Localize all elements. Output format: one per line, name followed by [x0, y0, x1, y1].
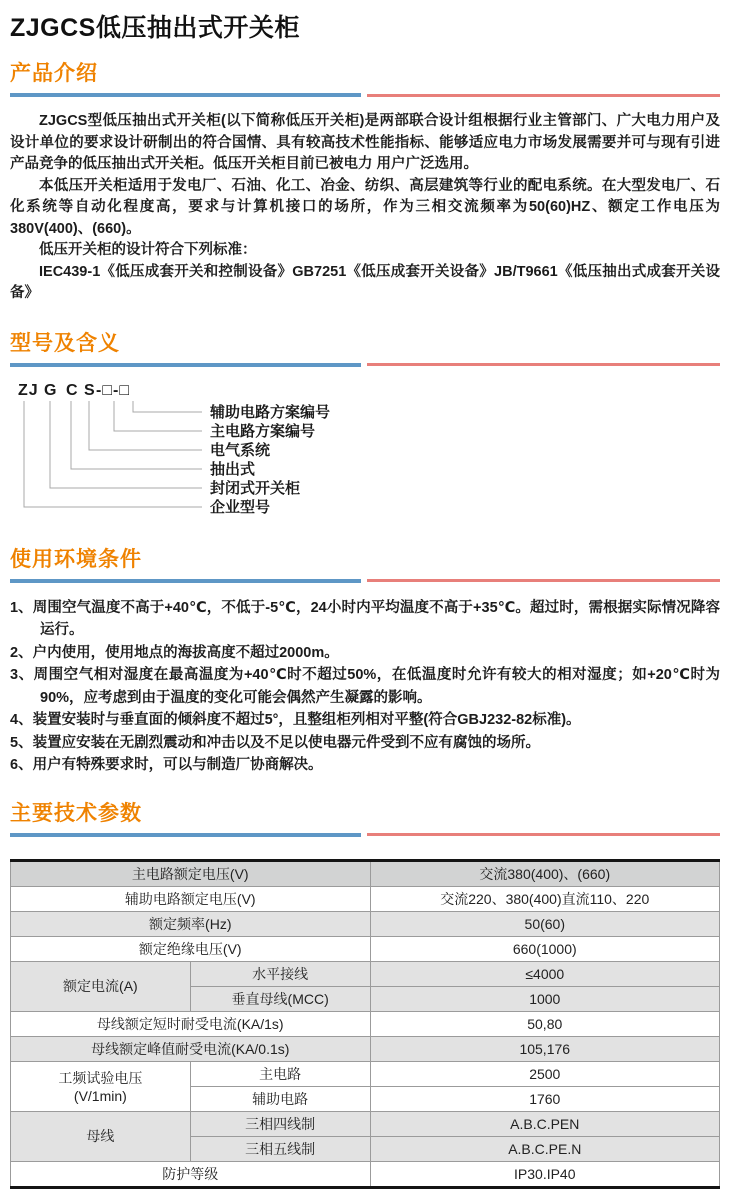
section-model-meaning [10, 331, 720, 521]
intro-paragraph: 本低压开关柜适用于发电厂、石油、化工、冶金、纺织、高层建筑等行业的配电系统。在大型发电厂、石化系统等自动化程度高，要求与计算机接口的场所，作为三相交流频率为50(60)HZ、额定工作电压为380V(400)、(660)。 [10, 177, 720, 237]
section-product-intro [10, 61, 720, 305]
param-label: 母线额定峰值耐受电流(KA/0.1s) [11, 1036, 371, 1061]
environment-item: 2、户内使用，使用地点的海拔高度不超过2000m。 [10, 644, 339, 661]
param-label: 母线额定短时耐受电流(KA/1s) [11, 1011, 371, 1036]
intro-paragraph: ZJGCS型低压抽出式开关柜(以下简称低压开关柜)是两部联合设计组根据行业主管部门、广大电力用户及设计单位的要求设计研制出的符合国情、具有较高技术性能指标、能够适应电力市场发展需要并可与现有引进产品竞争的低压抽出式开关柜。低压开关柜目前已被电力 用户广泛选用。 [10, 113, 720, 172]
diagram-connector [24, 401, 202, 507]
model-code-s: S [84, 381, 96, 399]
param-sub-label: 垂直母线(MCC) [190, 986, 370, 1011]
param-value: A.B.C.PE.N [370, 1136, 719, 1161]
divider-red-bar [367, 94, 720, 97]
model-code-c: C [66, 381, 79, 399]
param-label: 额定绝缘电压(V) [11, 936, 371, 961]
section-heading-environment: 使用环境条件 [10, 547, 142, 571]
environment-item: 6、用户有特殊要求时，可以与制造厂协商解决。 [10, 757, 323, 773]
divider-red-bar [367, 363, 720, 366]
param-label: 主电路额定电压(V) [11, 860, 371, 886]
param-label: 防护等级 [11, 1161, 371, 1187]
intro-paragraph: IEC439-1《低压成套开关和控制设备》GB7251《低压成套开关设备》JB/T9661《低压抽出式成套开关设备》 [10, 263, 720, 301]
param-label: 母线 [11, 1111, 191, 1161]
param-sub-label: 三相五线制 [190, 1136, 370, 1161]
table-row [11, 936, 720, 961]
diagram-label: 企业型号 [210, 498, 271, 516]
model-code-diagram [10, 379, 720, 521]
environment-item: 3、周围空气相对湿度在最高温度为+40℃时不超过50%，在低温度时允许有较大的相对湿度；如+20℃时为90%，应考虑到由于温度的变化可能会偶然产生凝露的影响。 [10, 667, 720, 706]
param-value: 660(1000) [370, 936, 719, 961]
param-value: 50,80 [370, 1011, 719, 1036]
param-sub-label: 主电路 [190, 1061, 370, 1086]
intro-paragraphs [10, 111, 720, 305]
param-label-line1: 工频试验电压 [58, 1070, 143, 1086]
diagram-connector [133, 401, 202, 412]
param-sub-label: 水平接线 [190, 961, 370, 986]
param-value: 交流220、380(400)直流110、220 [370, 886, 719, 911]
divider-blue-bar [10, 363, 361, 367]
divider-red-bar [367, 579, 720, 582]
table-row [11, 961, 720, 986]
table-row [11, 1011, 720, 1036]
table-row [11, 860, 720, 886]
divider-blue-bar [10, 833, 361, 837]
param-label [11, 1061, 191, 1111]
table-row [11, 1111, 720, 1136]
diagram-connector [50, 401, 202, 488]
param-value: 1760 [370, 1086, 719, 1111]
table-row [11, 911, 720, 936]
param-value: A.B.C.PEN [370, 1111, 719, 1136]
param-value: ≤4000 [370, 961, 719, 986]
diagram-connector [89, 401, 202, 450]
table-row [11, 1161, 720, 1187]
table-row [11, 1061, 720, 1086]
model-code-g: G [44, 381, 58, 399]
param-sub-label: 辅助电路 [190, 1086, 370, 1111]
tech-params-table [10, 859, 720, 1189]
divider-blue-bar [10, 579, 361, 583]
param-value: 50(60) [370, 911, 719, 936]
param-value: 2500 [370, 1061, 719, 1086]
section-divider [10, 833, 720, 837]
intro-paragraph: 低压开关柜的设计符合下列标准： [39, 242, 257, 258]
param-label-line2: (V/1min) [73, 1088, 127, 1104]
model-code-suffix: -□-□ [96, 381, 130, 399]
diagram-connector [71, 401, 202, 469]
section-divider [10, 579, 720, 583]
param-label: 辅助电路额定电压(V) [11, 886, 371, 911]
environment-item: 1、周围空气温度不高于+40℃，不低于-5℃，24小时内平均温度不高于+35℃。超过时，需根据实际情况降容运行。 [10, 599, 720, 638]
param-label: 额定频率(Hz) [11, 911, 371, 936]
divider-blue-bar [10, 93, 361, 97]
diagram-label: 主电路方案编号 [210, 422, 316, 440]
model-code-zj: ZJ [18, 381, 39, 399]
param-value: 105,176 [370, 1036, 719, 1061]
diagram-label: 辅助电路方案编号 [210, 403, 331, 421]
section-environment [10, 547, 720, 777]
diagram-connector [114, 401, 202, 431]
param-value: IP30.IP40 [370, 1161, 719, 1187]
param-value: 1000 [370, 986, 719, 1011]
diagram-label: 抽出式 [210, 460, 256, 478]
section-heading-model: 型号及含义 [10, 331, 120, 355]
document-page [0, 12, 730, 1203]
table-row [11, 886, 720, 911]
param-sub-label: 三相四线制 [190, 1111, 370, 1136]
param-value: 交流380(400)、(660) [370, 860, 719, 886]
divider-red-bar [367, 833, 720, 836]
diagram-label: 封闭式开关柜 [210, 479, 301, 497]
section-tech-params [10, 801, 720, 1189]
environment-list [10, 597, 720, 777]
section-divider [10, 93, 720, 97]
environment-item: 5、装置应安装在无剧烈震动和冲击以及不足以使电器元件受到不应有腐蚀的场所。 [10, 734, 541, 751]
section-divider [10, 363, 720, 367]
section-heading-intro: 产品介绍 [10, 62, 98, 85]
param-label: 额定电流(A) [11, 961, 191, 1011]
table-row [11, 1036, 720, 1061]
diagram-label: 电气系统 [210, 441, 271, 459]
section-heading-params: 主要技术参数 [10, 801, 142, 825]
page-title: ZJGCS低压抽出式开关柜 [10, 14, 300, 42]
environment-item: 4、装置安装时与垂直面的倾斜度不超过5°，且整组柜列相对平整(符合GBJ232-82标准)。 [10, 712, 581, 728]
